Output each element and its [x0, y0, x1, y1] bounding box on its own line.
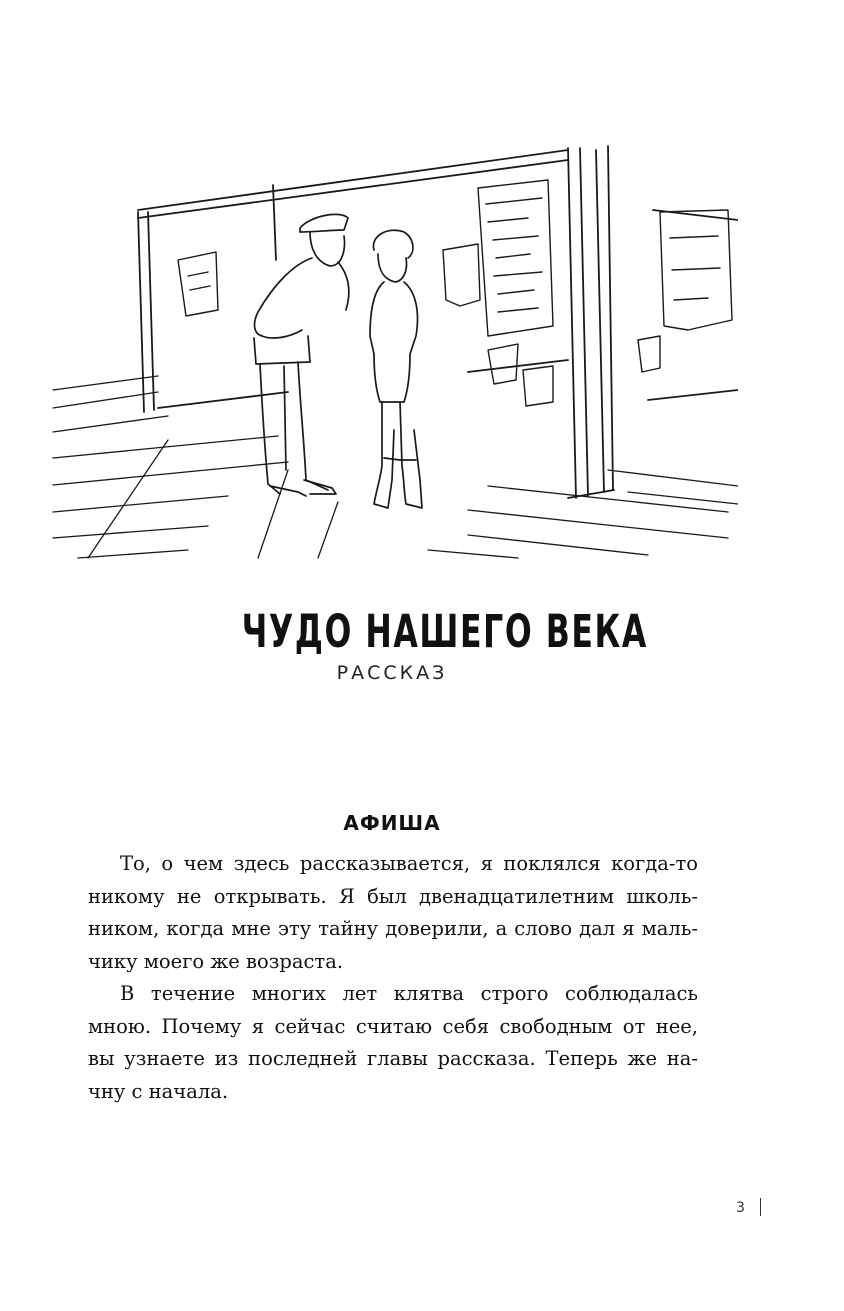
- tall-boy: [254, 214, 349, 496]
- two-boys-reading-posters-icon: [48, 140, 738, 560]
- text-line: никому не открывать. Я был двенадцатилетним школь-: [88, 884, 698, 908]
- text-line: ником, когда мне эту тайну доверили, а слово дал я маль-: [88, 917, 698, 940]
- text-line: чну с начала.: [88, 1079, 229, 1103]
- text-line: То, о чем здесь рассказывается, я поклялся когда-то: [120, 852, 698, 875]
- text-line: чику моего же возраста.: [88, 949, 344, 973]
- story-subtitle: РАССКАЗ: [336, 662, 448, 684]
- chapter-illustration: [48, 140, 738, 560]
- text-line: вы узнаете из последней главы рассказа. Теперь же на-: [88, 1047, 698, 1070]
- chapter-body: [88, 848, 698, 1108]
- page-number: 3: [736, 1200, 746, 1216]
- text-line: мною. Почему я сейчас считаю себя свободным от нее,: [88, 1014, 698, 1038]
- story-title: ЧУДО НАШЕГО ВЕКА: [241, 605, 648, 658]
- ground-lines: [53, 376, 738, 558]
- fence: [138, 146, 738, 498]
- chapter-title: АФИША: [343, 811, 441, 835]
- text-line: В течение многих лет клятва строго соблюдалась: [120, 982, 698, 1005]
- short-boy: [370, 230, 422, 508]
- page-number-divider: [760, 1198, 761, 1216]
